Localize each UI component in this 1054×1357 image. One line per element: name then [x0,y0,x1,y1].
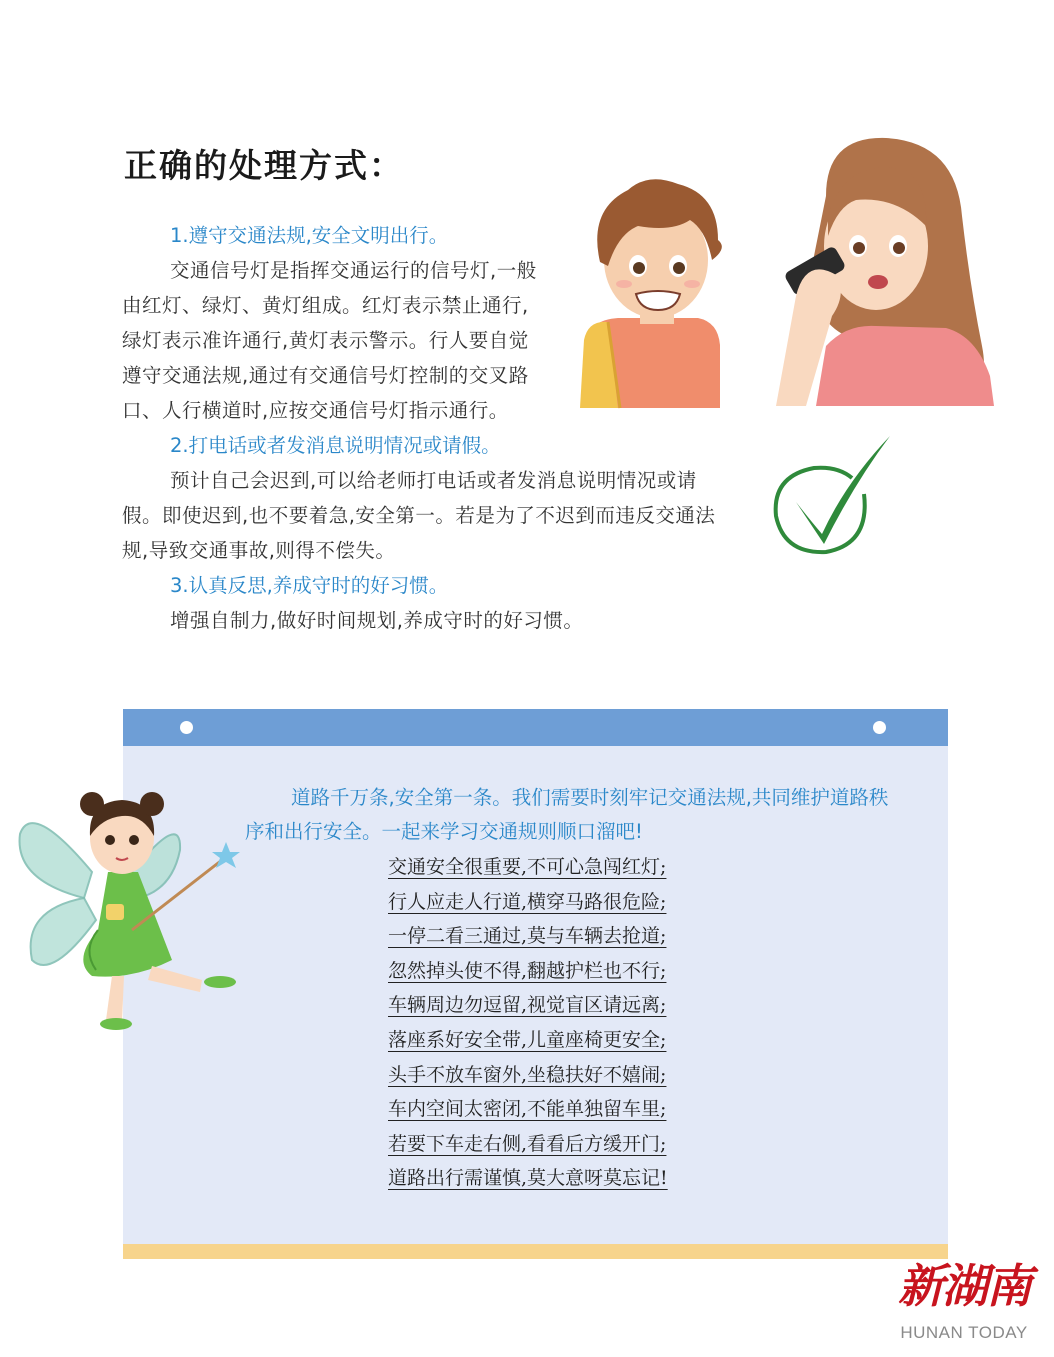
rhyme-line: 交通安全很重要,不可心急闯红灯; [388,856,667,878]
hunan-today-logo [880,1255,1048,1343]
section-1-body: 交通信号灯是指挥交通运行的信号灯,一般由红灯、绿灯、黄灯组成。红灯表示禁止通行,绿灯表示准许通行,黄灯表示警示。行人要自觉遵守交通法规,通过有交通信号灯控制的交叉路口、人行横道时,应按交通信号灯指示通行。 [122,259,537,422]
boy-illustration [578,170,738,410]
rhyme-line: 道路出行需谨慎,莫大意呀莫忘记! [388,1167,668,1190]
girl-on-phone-illustration [766,136,996,408]
checkmark-icon [766,432,896,562]
rhyme-list [388,850,768,1196]
rhyme-line: 忽然掉头使不得,翻越护栏也不行; [388,959,667,982]
page-title: 正确的处理方式： [124,146,404,185]
rhyme-line: 行人应走人行道,横穿马路很危险; [388,890,667,913]
binder-hole [180,721,193,734]
panel-intro: 道路千万条,安全第一条。我们需要时刻牢记交通法规,共同维护道路秩序和出行安全。一起来学习交通规则顺口溜吧! [245,786,889,843]
section-2-body: 预计自己会迟到,可以给老师打电话或者发消息说明情况或请假。即使迟到,也不要着急,安全第一。若是为了不迟到而违反交通法规,导致交通事故,则得不偿失。 [122,469,716,562]
section-1-heading: 1.遵守交通法规,安全文明出行。 [170,224,449,247]
panel-footer-bar [123,1244,948,1259]
rhyme-line: 若要下车走右侧,看看后方缓开门; [388,1132,667,1155]
rhyme-line: 车内空间太密闭,不能单独留车里; [388,1098,667,1121]
fairy-illustration [12,780,252,1040]
rhyme-line: 落座系好安全带,儿童座椅更安全; [388,1028,667,1051]
logo-english-name: HUNAN TODAY [900,1323,1028,1342]
rhyme-line: 车辆周边勿逗留,视觉盲区请远离; [388,994,667,1017]
panel-header-bar [123,709,948,746]
logo-chinese-name: 新湖南 [898,1259,1030,1313]
section-3-body: 增强自制力,做好时间规划,养成守时的好习惯。 [170,609,584,632]
rhyme-line: 头手不放车窗外,坐稳扶好不嬉闹; [388,1063,667,1086]
rhyme-line: 一停二看三通过,莫与车辆去抢道; [388,925,667,948]
section-3-heading: 3.认真反思,养成守时的好习惯。 [170,574,449,597]
section-2-heading: 2.打电话或者发消息说明情况或请假。 [170,434,501,457]
binder-hole [873,721,886,734]
